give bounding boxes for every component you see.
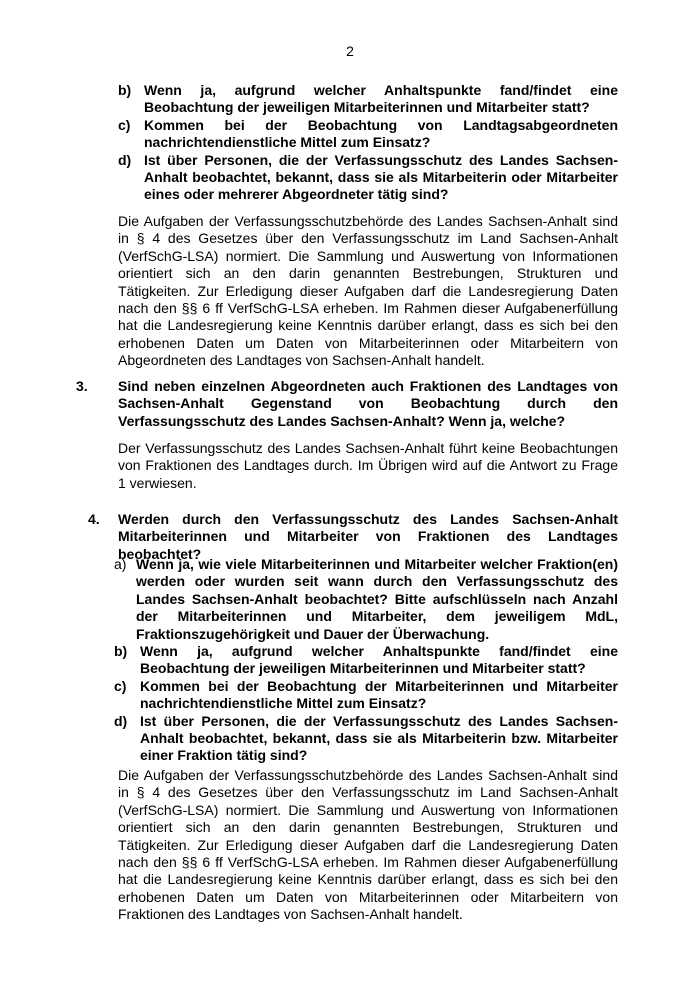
question-text-4: Werden durch den Verfassungsschutz des Landes Sachsen-Anhalt Mitarbeiterinnen und Mitarbeiter von Fraktionen des Landtages beobachtet? <box>118 511 618 562</box>
list-item-text: Wenn ja, aufgrund welcher Anhaltspunkte fand/findet eine Beobachtung der jeweiligen Mitarbeiterinnen und Mitarbeiter statt? <box>144 82 618 116</box>
question-list-4 <box>114 556 618 765</box>
list-item-text: Ist über Personen, die der Verfassungsschutz des Landes Sachsen-Anhalt beobachtet, bekannt, dass sie als Mitarbeiterin oder Mitarbeiter eines oder mehrerer Abgeordneter tätig sind? <box>144 151 618 203</box>
list-marker: c) <box>118 116 131 133</box>
list-item <box>118 152 618 204</box>
answer-paragraph-1: Die Aufgaben der Verfassungsschutzbehörde des Landes Sachsen-Anhalt sind in § 4 des Gesetzes über den Verfassungsschutz im Land Sachsen-Anhalt (VerfSchG-LSA) normiert. Die Sammlung und Auswertung von Informationen orientiert sich an den darin genannten Bestrebungen, Strukturen und Tätigkeiten. Zur Erledigung dieser Aufgaben darf die Landesregierung Daten nach den §§ 6 ff VerfSchG-LSA erheben. Im Rahmen dieser Aufgabenerfüllung hat die Landesregierung keine Kenntnis darüber erlangt, dass es sich bei den erhobenen Daten um Daten von Mitarbeiterinnen oder Mitarbeitern von Abgeordneten des Landtages von Sachsen-Anhalt handelt. <box>118 213 618 369</box>
page-number: 2 <box>346 43 354 59</box>
list-item <box>114 678 618 713</box>
list-marker: b) <box>114 643 128 660</box>
list-item-text: Wenn ja, aufgrund welcher Anhaltspunkte fand/findet eine Beobachtung der jeweiligen Mitarbeiterinnen und Mitarbeiter statt? <box>140 643 618 677</box>
list-item <box>114 643 618 678</box>
list-marker: d) <box>114 712 128 729</box>
answer-paragraph-3: Der Verfassungsschutz des Landes Sachsen-Anhalt führt keine Beobachtungen von Fraktionen des Landtages durch. Im Übrigen wird auf die Antwort zu Frage 1 verwiesen. <box>118 440 618 491</box>
list-item-text: Kommen bei der Beobachtung der Mitarbeiterinnen und Mitarbeiter nachrichtendienstliche Mittel zum Einsatz? <box>140 677 618 712</box>
list-marker: c) <box>114 677 127 694</box>
question-number-4: 4. <box>88 511 100 527</box>
list-item <box>114 713 618 765</box>
question-text-3: Sind neben einzelnen Abgeordneten auch Fraktionen des Landtages von Sachsen-Anhalt Gegenstand von Beobachtung durch den Verfassungsschutz des Landes Sachsen-Anhalt? Wenn ja, welche? <box>118 378 618 429</box>
list-marker: a) <box>114 556 127 572</box>
list-item <box>118 117 618 152</box>
list-marker: d) <box>118 151 132 168</box>
question-list-1 <box>118 82 618 204</box>
list-item-text: Ist über Personen, die der Verfassungsschutz des Landes Sachsen-Anhalt beobachtet, bekannt, dass sie als Mitarbeiterin bzw. Mitarbeiter einer Fraktion tätig sind? <box>140 712 618 764</box>
list-item-text: Kommen bei der Beobachtung von Landtagsabgeordneten nachrichtendienstliche Mittel zum Einsatz? <box>144 116 618 151</box>
list-item-text: Wenn ja, wie viele Mitarbeiterinnen und Mitarbeiter welcher Fraktion(en) werden oder wurden seit wann durch den Verfassungsschutz des Landes Sachsen-Anhalt beobachtet? Bitte aufschlüsseln nach Anzahl der Mitarbeiterinnen und Mitarbeiter, dem jeweiligem MdL, Fraktionszugehörigkeit und Dauer der Überwachung. <box>136 556 618 642</box>
question-number-3: 3. <box>76 378 88 394</box>
answer-paragraph-4: Die Aufgaben der Verfassungsschutzbehörde des Landes Sachsen-Anhalt sind in § 4 des Gesetzes über den Verfassungsschutz im Land Sachsen-Anhalt (VerfSchG-LSA) normiert. Die Sammlung und Auswertung von Informationen orientiert sich an den darin genannten Bestrebungen, Strukturen und Tätigkeiten. Zur Erledigung dieser Aufgaben darf die Landesregierung Daten nach den §§ 6 ff VerfSchG-LSA erheben. Im Rahmen dieser Aufgabenerfüllung hat die Landesregierung keine Kenntnis darüber erlangt, dass es sich bei den erhobenen Daten um Daten von Mitarbeiterinnen oder Mitarbeitern von Fraktionen des Landtages von Sachsen-Anhalt handelt. <box>118 767 618 923</box>
list-item <box>114 556 618 643</box>
list-item <box>118 82 618 117</box>
list-marker: b) <box>118 82 132 98</box>
